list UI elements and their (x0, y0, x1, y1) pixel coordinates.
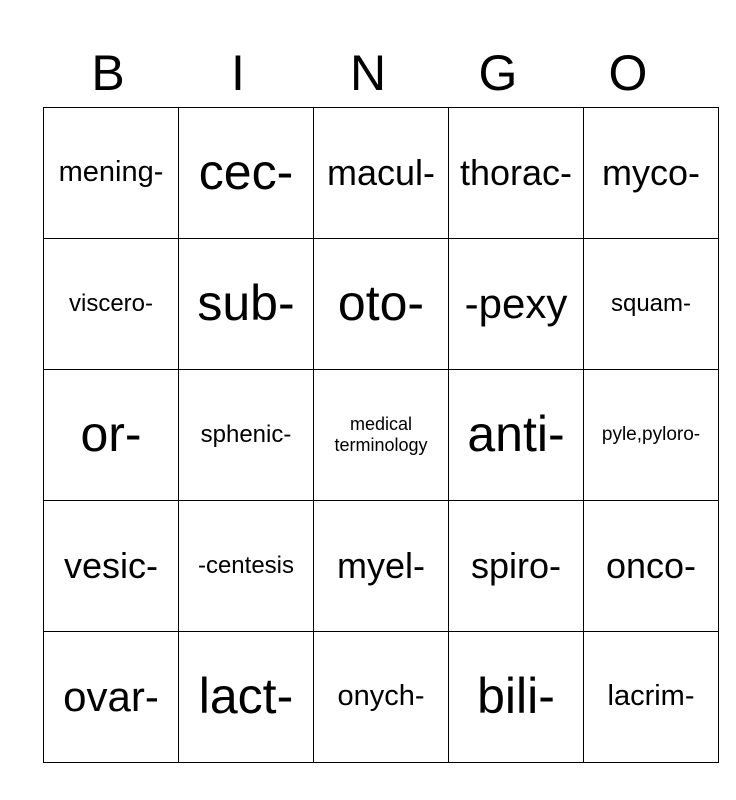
bingo-cell[interactable]: pyle,pyloro- (584, 370, 719, 501)
bingo-cell[interactable]: myco- (584, 108, 719, 239)
bingo-cell[interactable]: -pexy (449, 239, 584, 370)
header-letter-n: N (349, 45, 387, 101)
bingo-cell[interactable]: spiro- (449, 501, 584, 632)
bingo-cell[interactable]: ovar- (44, 632, 179, 763)
bingo-cell[interactable]: lact- (179, 632, 314, 763)
bingo-cell[interactable]: anti- (449, 370, 584, 501)
bingo-cell[interactable]: myel- (314, 501, 449, 632)
bingo-cell[interactable]: lacrim- (584, 632, 719, 763)
bingo-row-5 (44, 632, 719, 763)
bingo-cell[interactable]: oto- (314, 239, 449, 370)
bingo-row-1 (44, 108, 719, 239)
header-letter-i: I (231, 45, 245, 101)
bingo-cell[interactable]: sphenic- (179, 370, 314, 501)
bingo-cell[interactable]: onco- (584, 501, 719, 632)
bingo-header (43, 40, 693, 106)
bingo-card (43, 107, 719, 763)
bingo-cell[interactable]: squam- (584, 239, 719, 370)
bingo-cell[interactable]: onych- (314, 632, 449, 763)
bingo-row-3 (44, 370, 719, 501)
bingo-cell[interactable]: thorac- (449, 108, 584, 239)
free-space-cell[interactable]: medical terminology (314, 370, 449, 501)
bingo-cell[interactable]: -centesis (179, 501, 314, 632)
header-letter-b: B (91, 45, 125, 101)
bingo-row-2 (44, 239, 719, 370)
bingo-cell[interactable]: mening- (44, 108, 179, 239)
bingo-cell[interactable]: sub- (179, 239, 314, 370)
bingo-cell[interactable]: cec- (179, 108, 314, 239)
header-letter-o: O (608, 45, 648, 101)
bingo-cell[interactable]: bili- (449, 632, 584, 763)
header-letter-g: G (478, 45, 518, 101)
bingo-cell[interactable]: vesic- (44, 501, 179, 632)
bingo-cell[interactable]: viscero- (44, 239, 179, 370)
bingo-row-4 (44, 501, 719, 632)
bingo-cell[interactable]: macul- (314, 108, 449, 239)
bingo-cell[interactable]: or- (44, 370, 179, 501)
